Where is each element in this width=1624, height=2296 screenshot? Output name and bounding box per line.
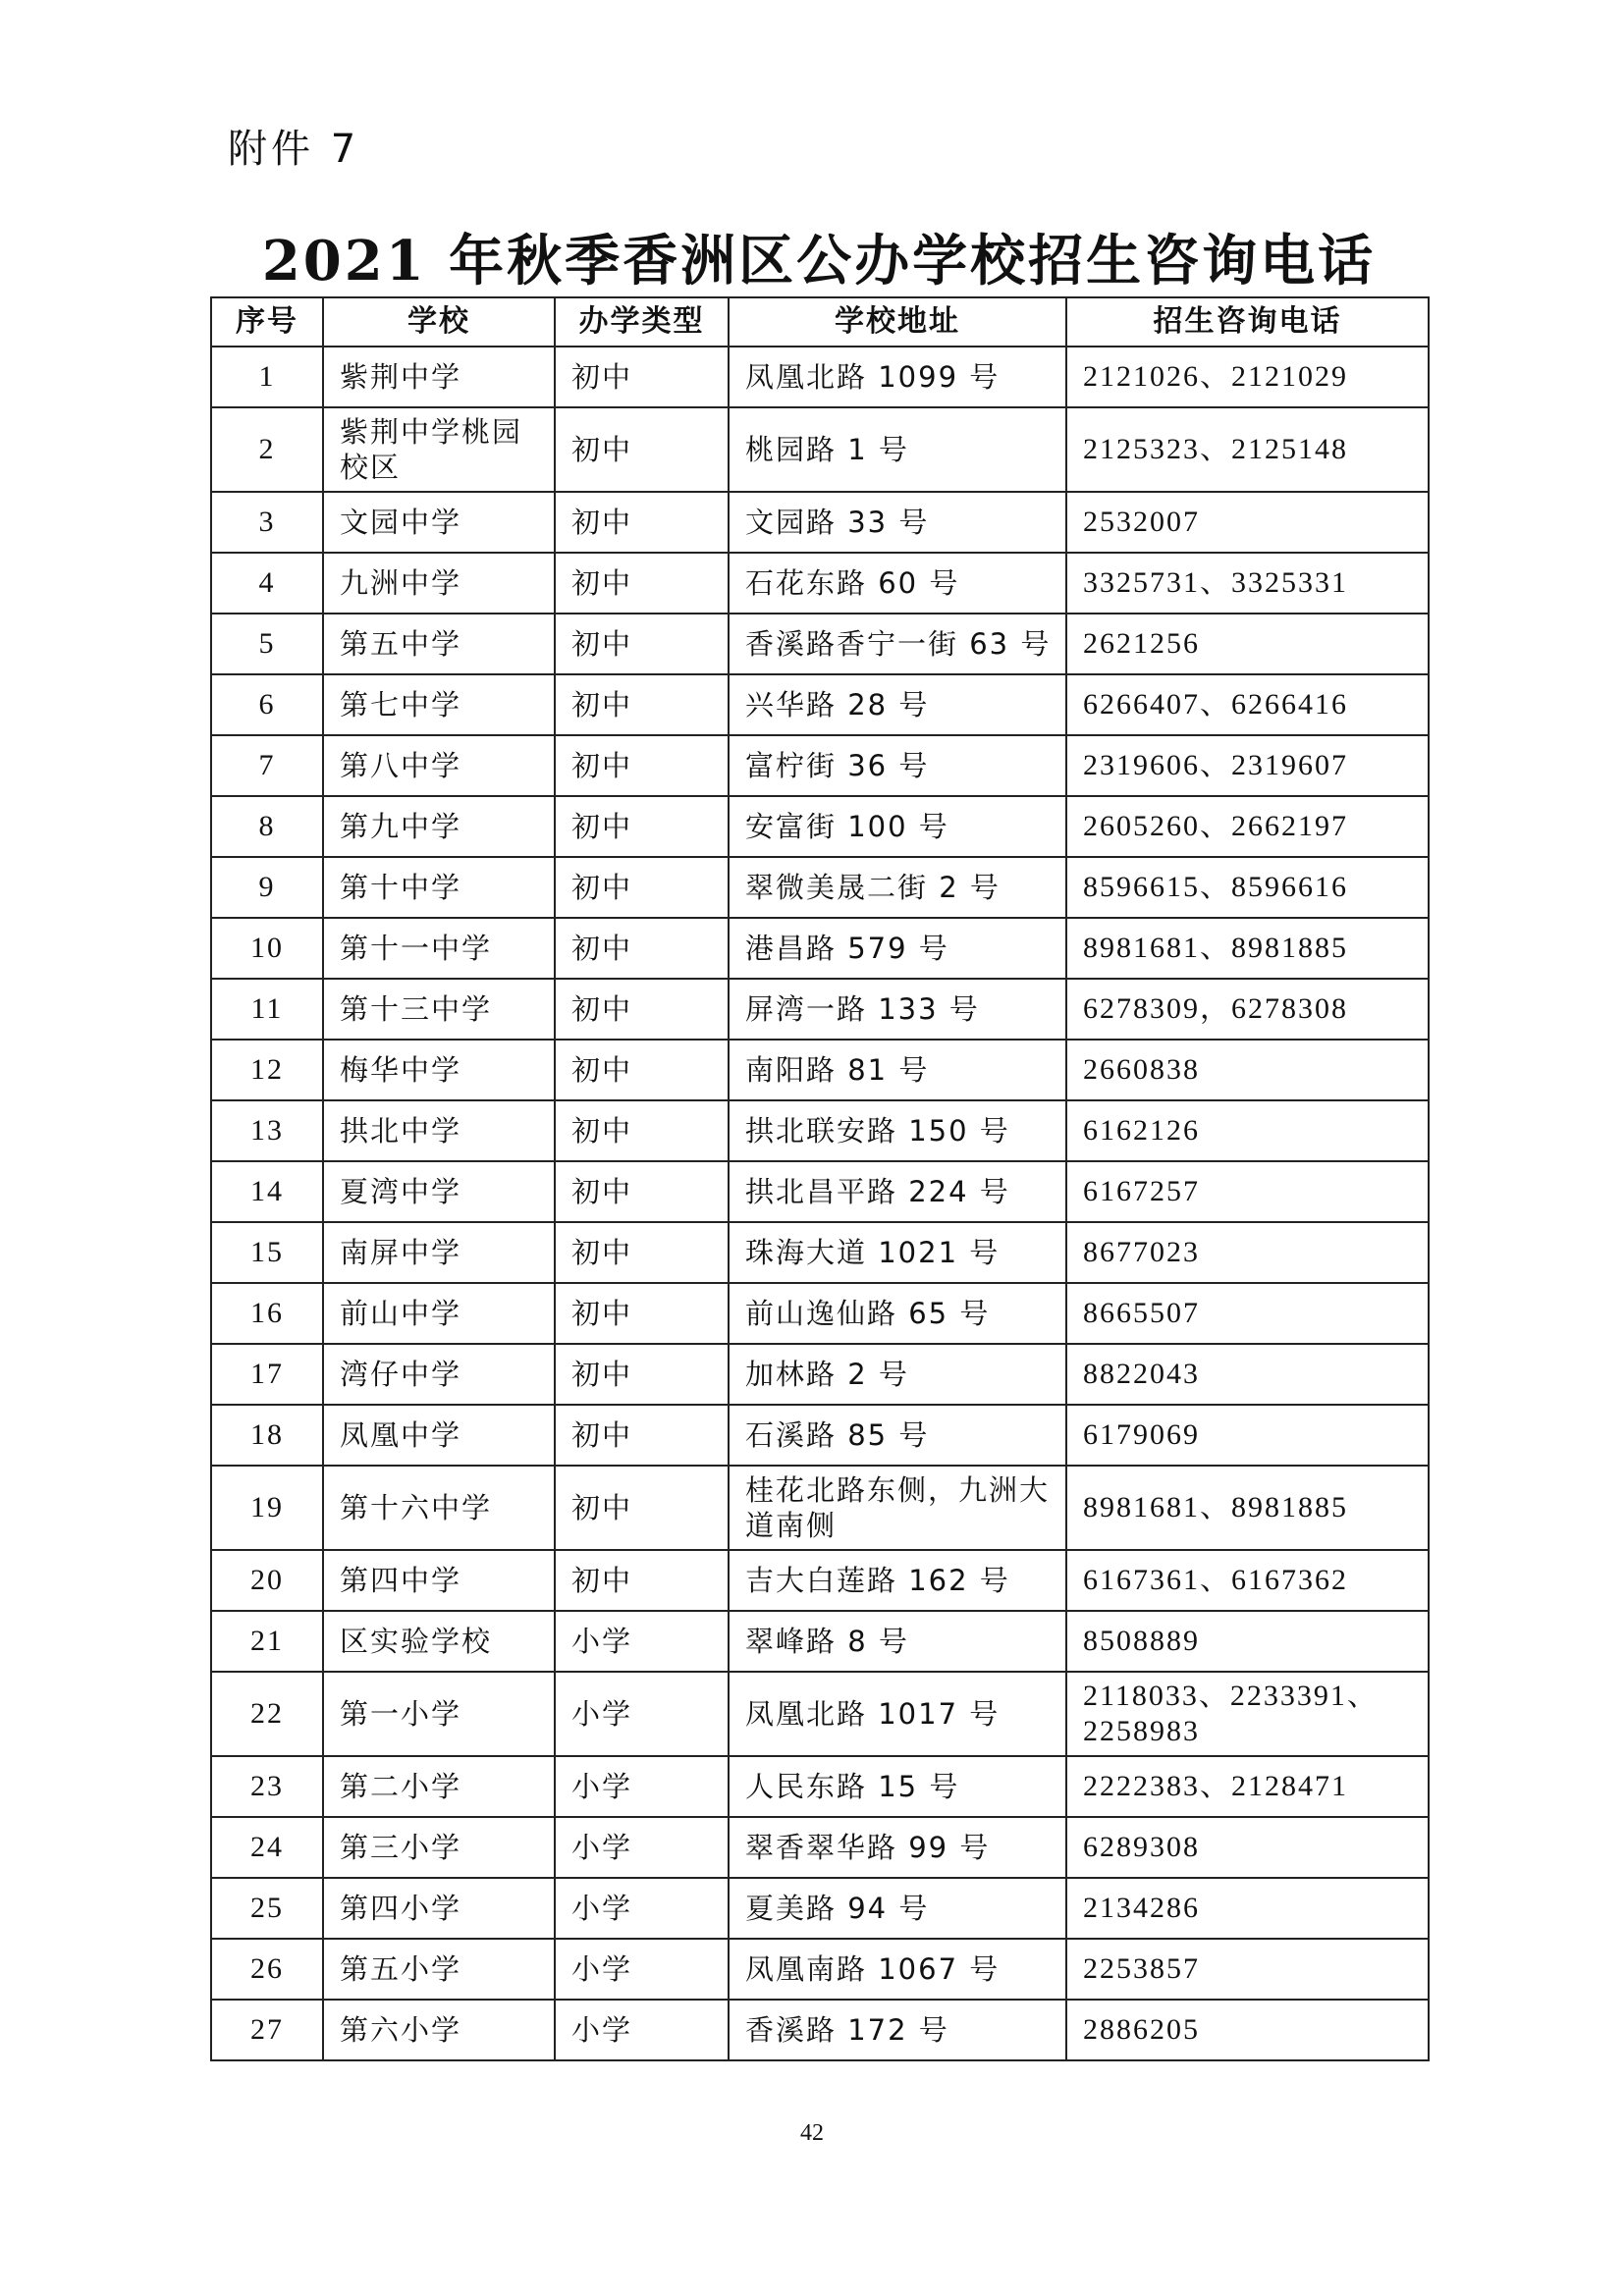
school-name: 第十三中学 <box>323 979 555 1040</box>
row-number: 20 <box>211 1550 323 1611</box>
enrollment-phone: 8596615、8596616 <box>1066 857 1429 918</box>
school-name: 紫荆中学桃园校区 <box>323 407 555 492</box>
enrollment-phone: 2660838 <box>1066 1040 1429 1100</box>
row-number: 14 <box>211 1161 323 1222</box>
row-number: 4 <box>211 553 323 614</box>
enrollment-phone: 6167257 <box>1066 1161 1429 1222</box>
school-name: 区实验学校 <box>323 1611 555 1672</box>
school-name: 第五中学 <box>323 614 555 674</box>
school-name: 梅华中学 <box>323 1040 555 1100</box>
school-address: 翠微美晟二街 2 号 <box>729 857 1066 918</box>
school-address: 珠海大道 1021 号 <box>729 1222 1066 1283</box>
enrollment-phone: 2121026、2121029 <box>1066 347 1429 407</box>
table-row <box>211 1405 1429 1466</box>
school-type: 初中 <box>555 796 729 857</box>
school-address: 人民东路 15 号 <box>729 1756 1066 1817</box>
school-name: 湾仔中学 <box>323 1344 555 1405</box>
row-number: 2 <box>211 407 323 492</box>
table-header-row <box>211 297 1429 347</box>
school-type: 小学 <box>555 1878 729 1939</box>
table-row <box>211 1550 1429 1611</box>
school-type: 小学 <box>555 1817 729 1878</box>
school-type: 小学 <box>555 1672 729 1756</box>
row-number: 27 <box>211 2000 323 2060</box>
table-row <box>211 1040 1429 1100</box>
table-row <box>211 553 1429 614</box>
header-phone: 招生咨询电话 <box>1066 297 1429 347</box>
school-name: 南屏中学 <box>323 1222 555 1283</box>
school-address: 港昌路 579 号 <box>729 918 1066 979</box>
school-address: 拱北联安路 150 号 <box>729 1100 1066 1161</box>
school-address: 吉大白莲路 162 号 <box>729 1550 1066 1611</box>
school-address: 石溪路 85 号 <box>729 1405 1066 1466</box>
enrollment-phone: 6278309，6278308 <box>1066 979 1429 1040</box>
school-address: 夏美路 94 号 <box>729 1878 1066 1939</box>
school-address: 香溪路 172 号 <box>729 2000 1066 2060</box>
table-row <box>211 1222 1429 1283</box>
row-number: 5 <box>211 614 323 674</box>
school-type: 小学 <box>555 1611 729 1672</box>
header-school-type: 办学类型 <box>555 297 729 347</box>
row-number: 1 <box>211 347 323 407</box>
school-name: 夏湾中学 <box>323 1161 555 1222</box>
school-name: 第二小学 <box>323 1756 555 1817</box>
enrollment-phone: 2532007 <box>1066 492 1429 553</box>
school-address: 屏湾一路 133 号 <box>729 979 1066 1040</box>
enrollment-phone: 6289308 <box>1066 1817 1429 1878</box>
school-name: 第九中学 <box>323 796 555 857</box>
row-number: 19 <box>211 1466 323 1550</box>
school-type: 初中 <box>555 1283 729 1344</box>
school-name: 第七中学 <box>323 674 555 735</box>
table-row <box>211 1672 1429 1756</box>
attachment-label: 附件 7 <box>228 127 360 172</box>
school-name: 第一小学 <box>323 1672 555 1756</box>
school-name: 第十中学 <box>323 857 555 918</box>
school-name: 第四小学 <box>323 1878 555 1939</box>
enrollment-phone: 2886205 <box>1066 2000 1429 2060</box>
enrollment-contact-table <box>210 296 1430 2061</box>
row-number: 11 <box>211 979 323 1040</box>
row-number: 21 <box>211 1611 323 1672</box>
school-address: 文园路 33 号 <box>729 492 1066 553</box>
school-type: 初中 <box>555 1222 729 1283</box>
school-type: 初中 <box>555 1405 729 1466</box>
enrollment-phone: 8677023 <box>1066 1222 1429 1283</box>
row-number: 26 <box>211 1939 323 2000</box>
enrollment-phone: 2118033、2233391、2258983 <box>1066 1672 1429 1756</box>
row-number: 9 <box>211 857 323 918</box>
enrollment-phone: 2253857 <box>1066 1939 1429 2000</box>
table-row <box>211 674 1429 735</box>
school-type: 初中 <box>555 918 729 979</box>
school-address: 石花东路 60 号 <box>729 553 1066 614</box>
school-address: 凤凰北路 1099 号 <box>729 347 1066 407</box>
school-address: 拱北昌平路 224 号 <box>729 1161 1066 1222</box>
school-name: 九洲中学 <box>323 553 555 614</box>
school-address: 前山逸仙路 65 号 <box>729 1283 1066 1344</box>
school-address: 翠峰路 8 号 <box>729 1611 1066 1672</box>
school-address: 安富街 100 号 <box>729 796 1066 857</box>
row-number: 25 <box>211 1878 323 1939</box>
table-row <box>211 407 1429 492</box>
school-address: 香溪路香宁一街 63 号 <box>729 614 1066 674</box>
school-name: 第十六中学 <box>323 1466 555 1550</box>
enrollment-phone: 2319606、2319607 <box>1066 735 1429 796</box>
school-type: 小学 <box>555 1756 729 1817</box>
enrollment-phone: 8981681、8981885 <box>1066 1466 1429 1550</box>
table-row <box>211 614 1429 674</box>
school-type: 初中 <box>555 674 729 735</box>
table-row <box>211 1466 1429 1550</box>
school-name: 前山中学 <box>323 1283 555 1344</box>
row-number: 13 <box>211 1100 323 1161</box>
enrollment-phone: 3325731、3325331 <box>1066 553 1429 614</box>
row-number: 17 <box>211 1344 323 1405</box>
school-address: 翠香翠华路 99 号 <box>729 1817 1066 1878</box>
school-type: 初中 <box>555 347 729 407</box>
row-number: 7 <box>211 735 323 796</box>
school-address: 桃园路 1 号 <box>729 407 1066 492</box>
table-row <box>211 1817 1429 1878</box>
page-title: 2021 年秋季香洲区公办学校招生咨询电话 <box>261 229 1377 294</box>
table-row <box>211 1878 1429 1939</box>
enrollment-phone: 6266407、6266416 <box>1066 674 1429 735</box>
table-row <box>211 1611 1429 1672</box>
row-number: 24 <box>211 1817 323 1878</box>
school-type: 初中 <box>555 1040 729 1100</box>
row-number: 10 <box>211 918 323 979</box>
school-address: 加林路 2 号 <box>729 1344 1066 1405</box>
school-type: 初中 <box>555 979 729 1040</box>
school-name: 第五小学 <box>323 1939 555 2000</box>
enrollment-phone: 2605260、2662197 <box>1066 796 1429 857</box>
school-type: 初中 <box>555 614 729 674</box>
row-number: 18 <box>211 1405 323 1466</box>
enrollment-phone: 8665507 <box>1066 1283 1429 1344</box>
school-address: 兴华路 28 号 <box>729 674 1066 735</box>
row-number: 23 <box>211 1756 323 1817</box>
row-number: 15 <box>211 1222 323 1283</box>
school-name: 第十一中学 <box>323 918 555 979</box>
school-type: 初中 <box>555 1161 729 1222</box>
header-school: 学校 <box>323 297 555 347</box>
table-row <box>211 1100 1429 1161</box>
school-type: 初中 <box>555 1550 729 1611</box>
school-address: 凤凰北路 1017 号 <box>729 1672 1066 1756</box>
table-row <box>211 979 1429 1040</box>
table-row <box>211 1283 1429 1344</box>
school-name: 第四中学 <box>323 1550 555 1611</box>
table-row <box>211 492 1429 553</box>
school-type: 初中 <box>555 492 729 553</box>
row-number: 22 <box>211 1672 323 1756</box>
school-address: 富柠街 36 号 <box>729 735 1066 796</box>
header-number: 序号 <box>211 297 323 347</box>
school-name: 第三小学 <box>323 1817 555 1878</box>
enrollment-phone: 8981681、8981885 <box>1066 918 1429 979</box>
school-type: 小学 <box>555 1939 729 2000</box>
table-row <box>211 1161 1429 1222</box>
enrollment-phone: 8508889 <box>1066 1611 1429 1672</box>
table-row <box>211 796 1429 857</box>
table-row <box>211 2000 1429 2060</box>
enrollment-phone: 6167361、6167362 <box>1066 1550 1429 1611</box>
row-number: 12 <box>211 1040 323 1100</box>
table-row <box>211 1344 1429 1405</box>
school-address: 凤凰南路 1067 号 <box>729 1939 1066 2000</box>
school-type: 小学 <box>555 2000 729 2060</box>
table-row <box>211 347 1429 407</box>
table-row <box>211 735 1429 796</box>
row-number: 6 <box>211 674 323 735</box>
enrollment-phone: 6179069 <box>1066 1405 1429 1466</box>
table-row <box>211 857 1429 918</box>
row-number: 16 <box>211 1283 323 1344</box>
table-row <box>211 1756 1429 1817</box>
school-name: 凤凰中学 <box>323 1405 555 1466</box>
header-address: 学校地址 <box>729 297 1066 347</box>
school-name: 第六小学 <box>323 2000 555 2060</box>
enrollment-phone: 2125323、2125148 <box>1066 407 1429 492</box>
school-name: 第八中学 <box>323 735 555 796</box>
school-type: 初中 <box>555 1466 729 1550</box>
school-type: 初中 <box>555 553 729 614</box>
school-type: 初中 <box>555 1100 729 1161</box>
table-row <box>211 1939 1429 2000</box>
page-number: 42 <box>800 2120 824 2146</box>
enrollment-phone: 6162126 <box>1066 1100 1429 1161</box>
school-name: 拱北中学 <box>323 1100 555 1161</box>
enrollment-phone: 2134286 <box>1066 1878 1429 1939</box>
row-number: 8 <box>211 796 323 857</box>
enrollment-phone: 2222383、2128471 <box>1066 1756 1429 1817</box>
enrollment-phone: 8822043 <box>1066 1344 1429 1405</box>
school-name: 紫荆中学 <box>323 347 555 407</box>
school-name: 文园中学 <box>323 492 555 553</box>
enrollment-phone: 2621256 <box>1066 614 1429 674</box>
table-row <box>211 918 1429 979</box>
school-type: 初中 <box>555 857 729 918</box>
school-address: 南阳路 81 号 <box>729 1040 1066 1100</box>
row-number: 3 <box>211 492 323 553</box>
school-address: 桂花北路东侧，九洲大道南侧 <box>729 1466 1066 1550</box>
school-type: 初中 <box>555 735 729 796</box>
school-type: 初中 <box>555 1344 729 1405</box>
school-type: 初中 <box>555 407 729 492</box>
